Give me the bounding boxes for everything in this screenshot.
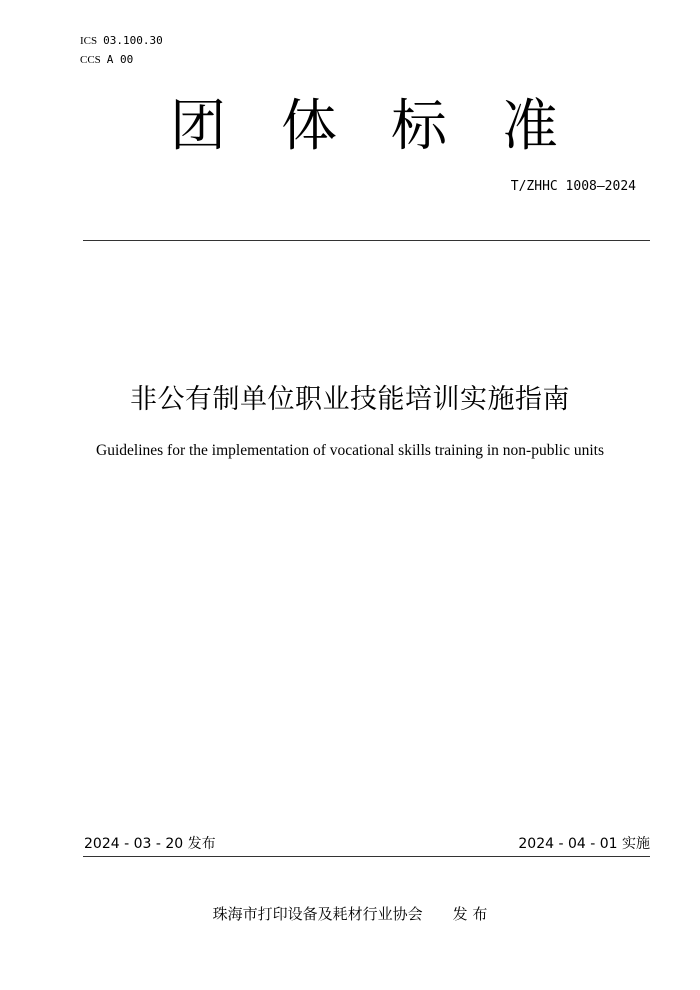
implement-date: 2024 - 04 - 01 实施 [518, 836, 650, 852]
document-subtitle: Guidelines for the implementation of vocational skills training in non-public units [96, 442, 604, 459]
footer-divider [83, 856, 650, 857]
header-divider [83, 240, 650, 241]
publisher-action: 发 布 [452, 905, 488, 923]
publisher-line [0, 904, 700, 924]
document-title: 非公有制单位职业技能培训实施指南 [130, 384, 570, 415]
standard-type-banner [0, 92, 700, 162]
publish-date: 2024 - 03 - 20 发布 [84, 836, 216, 852]
ccs-label: CCS [80, 54, 101, 66]
banner-char: 体 [281, 94, 337, 159]
banner-char: 标 [391, 94, 447, 159]
banner-char: 团 [170, 94, 226, 159]
publisher-name: 珠海市打印设备及耗材行业协会 [212, 905, 423, 923]
banner-char: 准 [502, 94, 558, 159]
ics-value: 03.100.30 [103, 34, 163, 47]
ics-line [80, 34, 163, 48]
standard-number: T/ZHHC 1008—2024 [510, 179, 636, 194]
ccs-line [80, 53, 133, 67]
ccs-value: A 00 [106, 53, 134, 66]
ics-label: ICS [80, 35, 98, 47]
